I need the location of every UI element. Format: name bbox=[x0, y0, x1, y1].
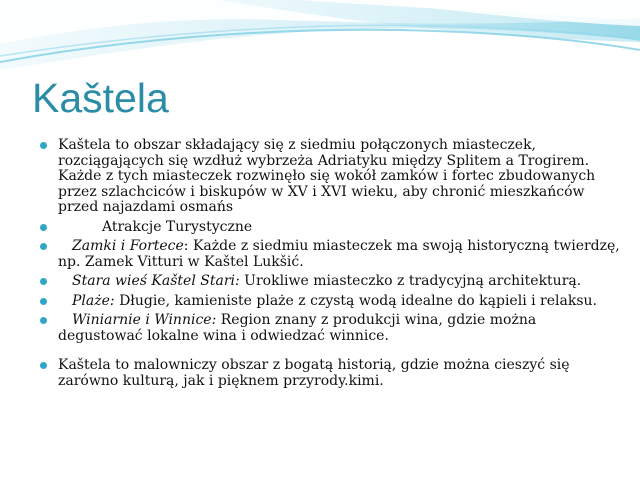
bullet-text: Region znany z produkcji wina, gdzie można degustować lokalne wina i odwiedzać winnice. bbox=[58, 312, 537, 344]
bullet-old-village bbox=[40, 274, 620, 290]
bullet-text: Kaštela to obszar składający się z siedmiu połączonych miasteczek, rozciągających się wzdłuż wybrzeża Adriatyku między Splitem a Trogirem. Każde z tych miasteczek rozwinęło się wokół zamków i fortec zbudowanych przez szlachciców i biskupów w XV i XVI wieku, aby chronić mieszkańców przed najazdami osmańs bbox=[58, 137, 596, 215]
bullet-summary bbox=[40, 358, 620, 389]
bullet-label: Stara wieś Kaštel Stari: bbox=[72, 273, 240, 289]
bullet-wineries bbox=[40, 313, 620, 344]
bullet-dot-icon bbox=[40, 142, 47, 149]
bullet-text: Atrakcje Turystyczne bbox=[102, 218, 253, 235]
bullet-text: Kaštela to malowniczy obszar z bogatą historią, gdzie można cieszyć się zarówno kulturą, jak i pięknem przyrody.kimi. bbox=[58, 357, 570, 389]
bullet-dot-icon bbox=[40, 298, 47, 305]
bullet-castles bbox=[40, 239, 620, 270]
bullet-dot-icon bbox=[40, 317, 47, 324]
bullet-attractions-heading bbox=[40, 220, 620, 236]
bullet-text: : Każde z siedmiu miasteczek ma swoją historyczną twierdzę, np. Zamek Vitturi w Kaštel Lukšić. bbox=[58, 238, 620, 270]
bullet-beaches bbox=[40, 294, 620, 310]
bullet-label: Zamki i Fortece bbox=[72, 238, 184, 254]
bullet-text: Długie, kamieniste plaże z czystą wodą idealne do kąpieli i relaksu. bbox=[114, 292, 597, 309]
bullet-text: Urokliwe miasteczko z tradycyjną architekturą. bbox=[239, 273, 582, 289]
bullet-intro bbox=[40, 138, 620, 216]
bullet-dot-icon bbox=[40, 224, 47, 231]
header-wave-decoration bbox=[0, 0, 640, 80]
bullet-dot-icon bbox=[40, 362, 47, 369]
slide-content bbox=[40, 138, 620, 393]
bullet-dot-icon bbox=[40, 278, 47, 285]
slide-title: Kaštela bbox=[32, 75, 169, 121]
bullet-label: Plaże: bbox=[72, 292, 115, 309]
bullet-dot-icon bbox=[40, 243, 47, 250]
bullet-label: Winiarnie i Winnice: bbox=[72, 312, 217, 328]
